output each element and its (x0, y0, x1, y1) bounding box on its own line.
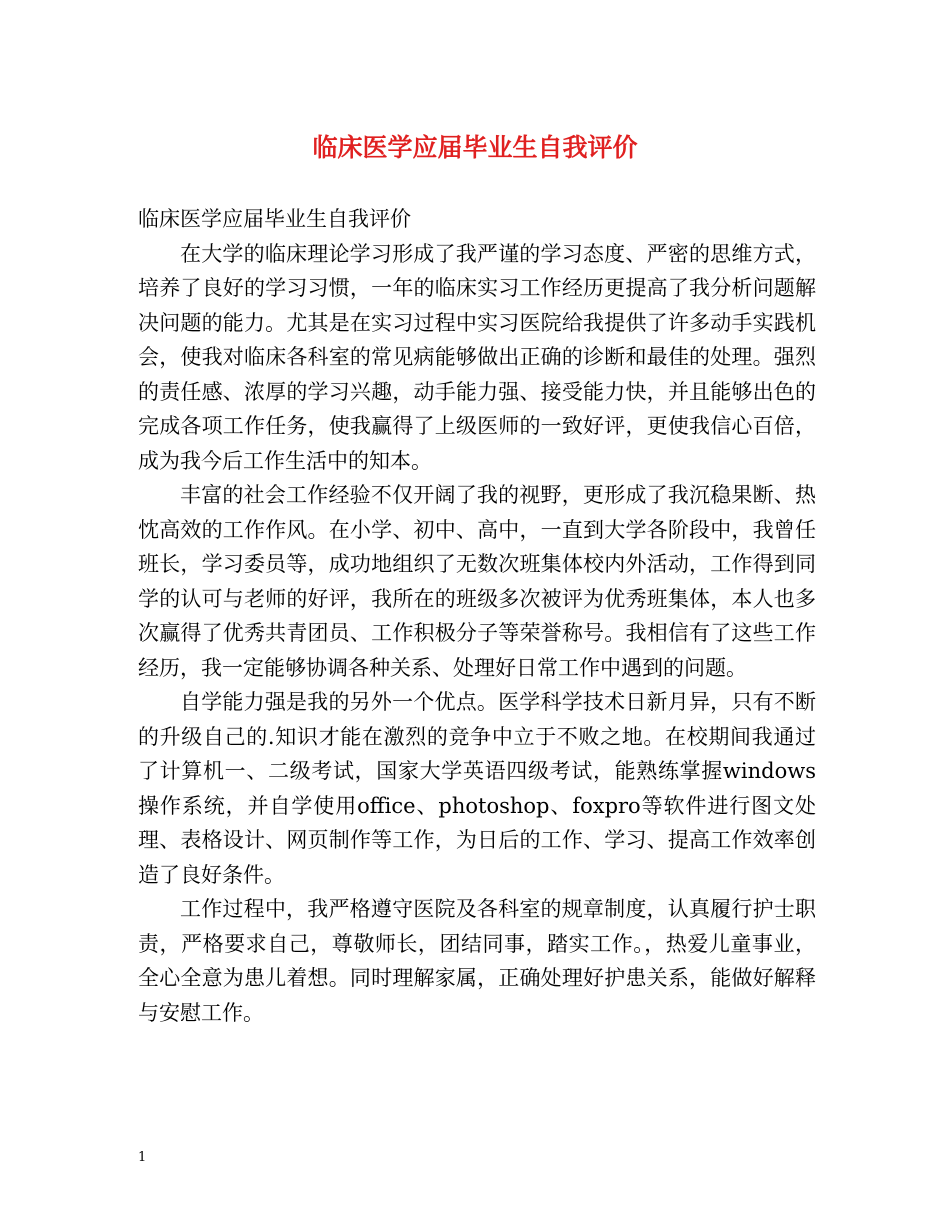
document-title: 临床医学应届毕业生自我评价 (312, 133, 638, 162)
document-subtitle: 临床医学应届毕业生自我评价 (138, 207, 411, 231)
paragraph-2: 丰富的社会工作经验不仅开阔了我的视野，更形成了我沉稳果断、热忱高效的工作作风。在小学、初中、高中，一直到大学各阶段中，我曾任班长，学习委员等，成功地组织了无数次班集体校内外活动，工作得到同学的认可与老师的好评，我所在的班级多次被评为优秀班集体，本人也多次赢得了优秀共青团员、工作积极分子等荣誉称号。我相信有了这些工作经历，我一定能够协调各种关系、处理好日常工作中遇到的问题。 (138, 483, 816, 680)
page-number: 1 (138, 1150, 147, 1165)
document-body (138, 202, 816, 1030)
paragraph-1: 在大学的临床理论学习形成了我严谨的学习态度、严密的思维方式，培养了良好的学习习惯，一年的临床实习工作经历更提高了我分析问题解决问题的能力。尤其是在实习过程中实习医院给我提供了许多动手实践机会，使我对临床各科室的常见病能够做出正确的诊断和最佳的处理。强烈的责任感、浓厚的学习兴趣，动手能力强、接受能力快，并且能够出色的完成各项工作任务，使我赢得了上级医师的一致好评，更使我信心百倍，成为我今后工作生活中的知本。 (138, 241, 816, 473)
paragraph-4: 工作过程中，我严格遵守医院及各科室的规章制度，认真履行护士职责，严格要求自己，尊敬师长，团结同事，踏实工作。，热爱儿童事业，全心全意为患儿着想。同时理解家属，正确处理好护患关系，能做好解释与安慰工作。 (138, 897, 816, 1025)
paragraph-3: 自学能力强是我的另外一个优点。医学科学技术日新月异，只有不断的升级自己的.知识才能在激烈的竞争中立于不败之地。在校期间我通过了计算机一、二级考试，国家大学英语四级考试，能熟练掌握windows操作系统，并自学使用office、photoshop、foxpro等软件进行图文处理、表格设计、网页制作等工作，为日后的工作、学习、提高工作效率创造了良好条件。 (138, 690, 816, 887)
